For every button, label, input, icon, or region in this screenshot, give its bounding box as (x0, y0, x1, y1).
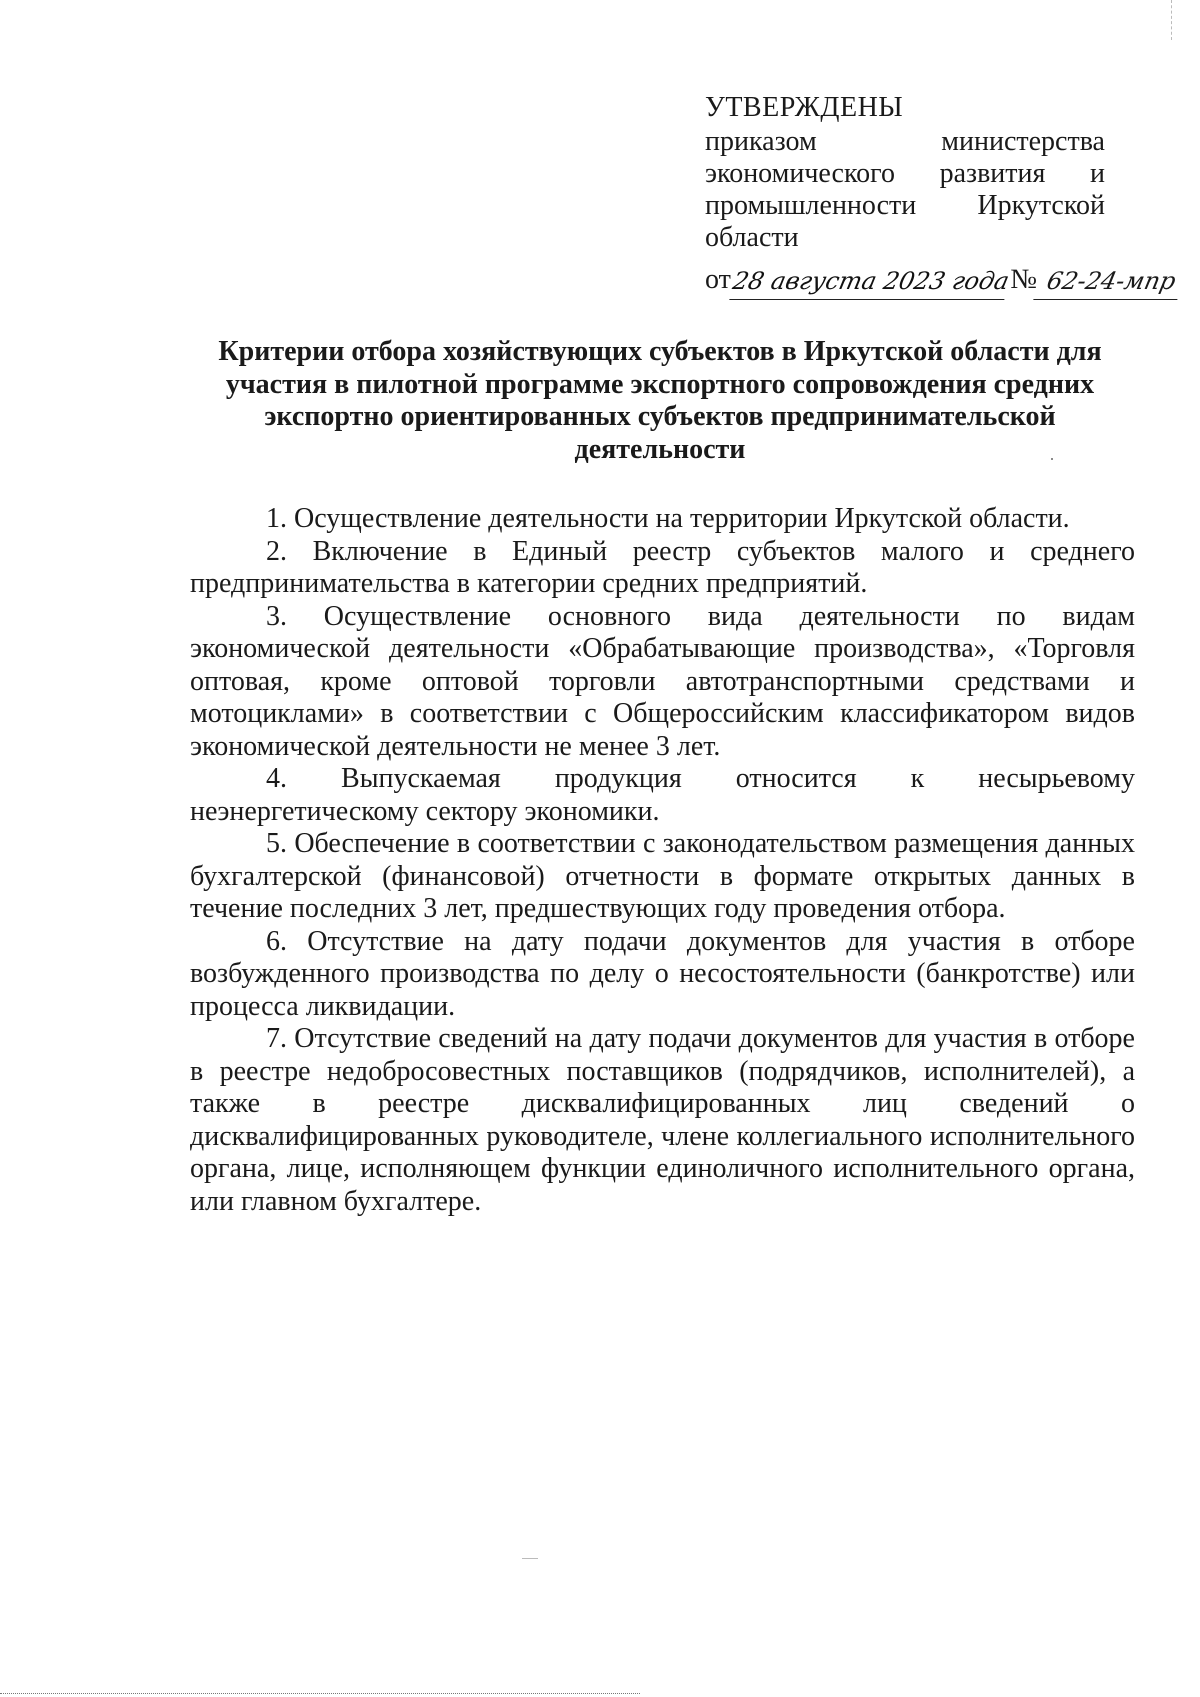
number-sign: № (1010, 264, 1038, 295)
approval-industry-word: промышленности (705, 190, 917, 221)
document-title (190, 336, 1130, 466)
approval-date-number (705, 254, 1179, 300)
title-line-2: участия в пилотной программе экспортного сопровождения средних (225, 368, 1095, 400)
criterion-item: 3. Осуществление основного вида деятельности по видам экономической деятельности «Обрабатывающие производства», «Торговля оптовая, кроме оптовой торговли автотранспортными средствами и мотоциклами» в соответствии с Общероссийским классификатором видов экономической деятельности не менее 3 лет. (190, 600, 1135, 762)
approval-development-word: развития (939, 158, 1046, 189)
approval-line-2 (705, 158, 1105, 190)
scan-speck (1051, 458, 1053, 460)
title-line-3: экспортно ориентированных субъектов предпринимательской (264, 401, 1056, 432)
bottom-dotted-rule (0, 1693, 640, 1694)
approval-ministry-word: министерства (941, 126, 1105, 157)
criterion-item: 4. Выпускаемая продукция относится к несырьевому неэнергетическому сектору экономики. (190, 763, 1135, 827)
date-prefix: от (705, 264, 731, 295)
approval-order-word: приказом (705, 126, 817, 157)
approval-and-word: и (1090, 158, 1105, 189)
criterion-item: 6. Отсутствие на дату подачи документов для участия в отборе возбужденного производства по делу о несостоятельности (банкротстве) или процесса ликвидации. (190, 925, 1135, 1022)
approval-irkutsk-word: Иркутской (977, 190, 1105, 221)
approval-region-word: области (705, 222, 799, 253)
criterion-item: 2. Включение в Единый реестр субъектов малого и среднего предпринимательства в категории средних предприятий. (190, 535, 1135, 599)
handwritten-order-number: 62-24-мпр (1033, 265, 1184, 300)
approval-heading: УТВЕРЖДЕНЫ (705, 92, 904, 123)
criteria-list (190, 503, 1135, 1218)
approval-economic-word: экономического (705, 158, 895, 189)
approval-block (705, 92, 1179, 300)
title-line-4: деятельности (574, 433, 746, 465)
approval-line-3 (705, 190, 1105, 222)
scan-edge-mark (1171, 0, 1174, 40)
criterion-item: 5. Обеспечение в соответствии с законодательством размещения данных бухгалтерской (финансовой) отчетности в формате открытых данных в течение последних 3 лет, предшествующих году проведения отбора. (190, 828, 1135, 924)
criterion-item: 1. Осуществление деятельности на территории Иркутской области. (266, 503, 1070, 534)
handwritten-date: 28 августа 2023 года (729, 265, 1012, 300)
approval-line-1 (705, 126, 1105, 158)
scan-mark (522, 1558, 538, 1559)
title-line-1: Критерии отбора хозяйствующих субъектов в Иркутской области для (218, 336, 1102, 367)
criterion-item: 7. Отсутствие сведений на дату подачи документов для участия в отборе в реестре недобросовестных поставщиков (подрядчиков, исполнителей), а также в реестре дисквалифицированных лиц сведений о дисквалифицированных руководителе, члене коллегиального исполнительного органа, лице, исполняющем функции единоличного исполнительного органа, или главном бухгалтере. (190, 1023, 1135, 1217)
